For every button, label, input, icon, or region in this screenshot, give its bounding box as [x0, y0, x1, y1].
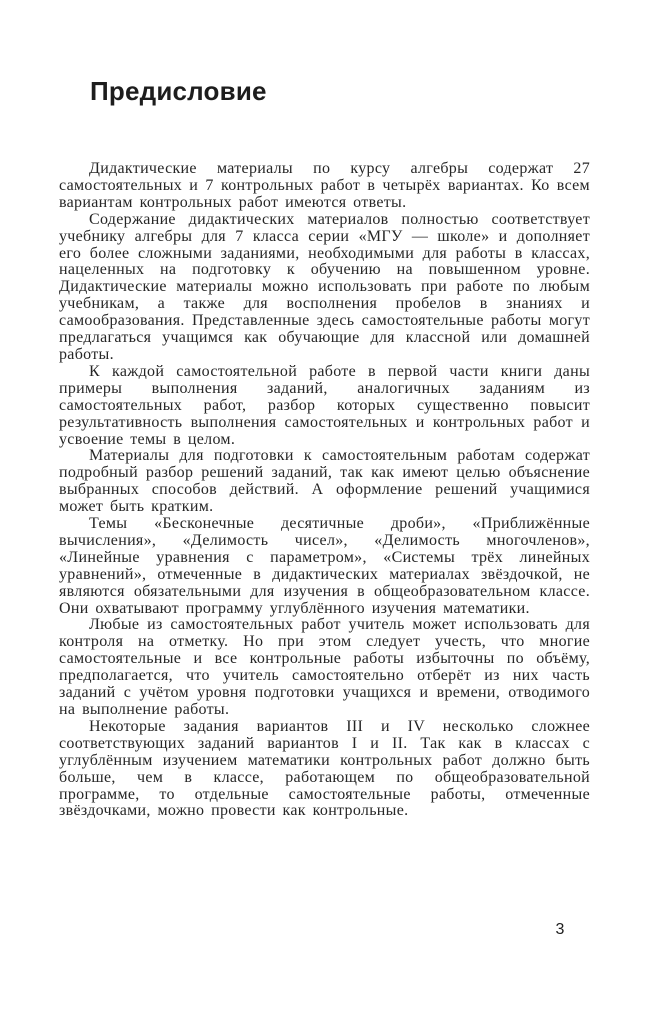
paragraph: К каждой самостоятельной работе в первой части книги даны примеры выполнения заданий, аналогичных заданиям из самостоятельных работ, разбор которых существенно повысит результативность выполнения самостоятельных и контрольных работ и усвоение темы в целом. — [59, 362, 590, 448]
paragraph: Дидактические материалы по курсу алгебры содержат 27 самостоятельных и 7 контрольных работ в четырёх вариантах. Ко всем вариантам контрольных работ имеются ответы. — [59, 160, 590, 211]
paragraph: Некоторые задания вариантов III и IV несколько сложнее соответствующих заданий вариантов I и II. Так как в классах с углублённым изучением математики контрольных работ должно быть больше, чем в классе, работающем по общеобразовательной программе, то отдельные самостоятельные работы, отмеченные звёздочками, можно провести как контрольные. — [59, 717, 590, 820]
paragraph: Содержание дидактических материалов полностью соответствует учебнику алгебры для 7 класса серии «МГУ — школе» и дополняет его более сложными заданиями, необходимыми для работы в классах, нацеленных на подготовку к обучению на повышенном уровне. Дидактические материалы можно использовать при работе по любым учебникам, а также для восполнения пробелов в знаниях и самообразования. Представленные здесь самостоятельные работы могут предлагаться учащимся как обучающие для классной или домашней работы. — [59, 210, 590, 363]
preface-body — [59, 161, 590, 820]
paragraph: Темы «Бесконечные десятичные дроби», «Приближённые вычисления», «Делимость чисел», «Делимость многочленов», «Линейные уравнения с параметром», «Системы трёх линейных уравнений», отмеченные в дидактических материалах звёздочкой, не являются обязательными для изучения в общеобразовательном классе. Они охватывают программу углублённого изучения математики. — [59, 515, 590, 617]
page-title: Предисловие — [90, 76, 267, 106]
paragraph: Любые из самостоятельных работ учитель может использовать для контроля на отметку. Но при этом следует учесть, что многие самостоятельные и все контрольные работы избыточны по объёму, предполагается, что учитель самостоятельно отберёт из них часть заданий с учётом уровня подготовки учащихся и времени, отводимого на выполнение работы. — [59, 616, 590, 718]
page-number: 3 — [555, 921, 565, 938]
paragraph: Материалы для подготовки к самостоятельным работам содержат подробный разбор решений заданий, так как имеют целью объяснение выбранных способов действий. А оформление решений учащимися может быть кратким. — [59, 447, 590, 516]
